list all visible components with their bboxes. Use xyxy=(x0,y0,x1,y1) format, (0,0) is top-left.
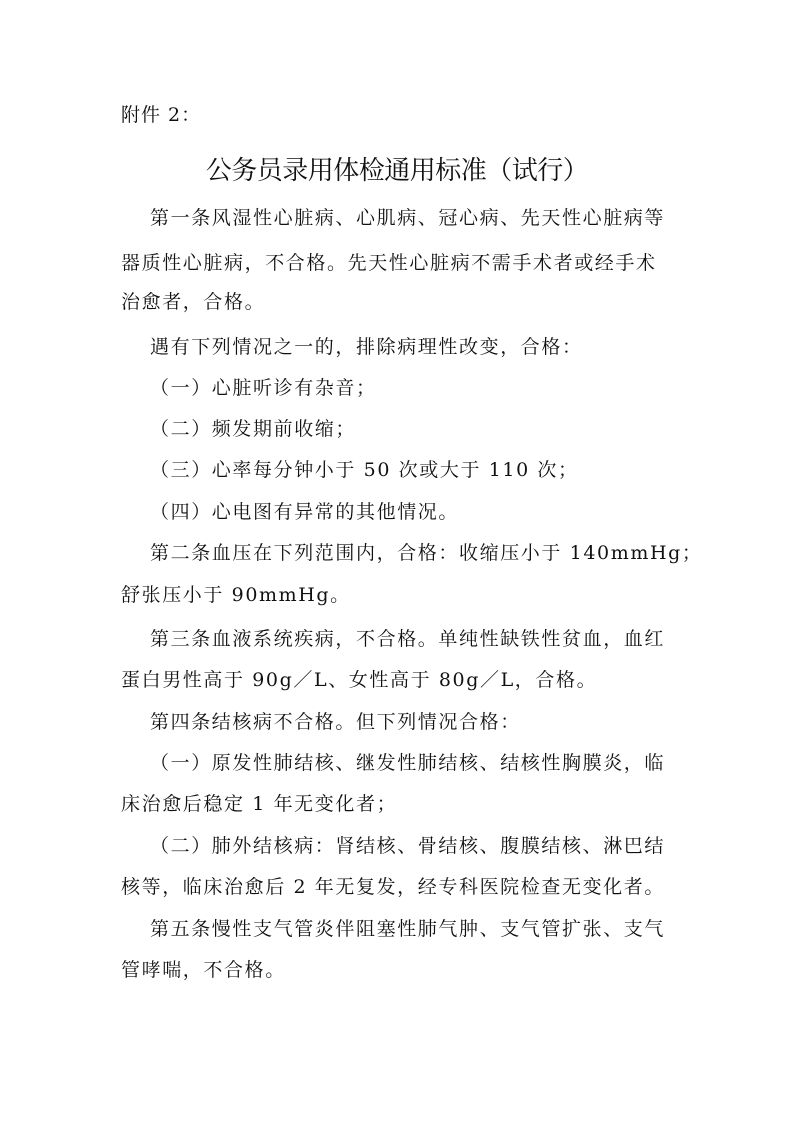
attachment-label: 附件 2： xyxy=(121,104,202,126)
article-1-item-2: （二）频发期前收缩； xyxy=(150,418,357,440)
article-2-line-2: 舒张压小于 90mmHg。 xyxy=(121,584,351,606)
article-4-item-2-line-2: 核等，临床治愈后 2 年无复发，经专科医院检查无变化者。 xyxy=(121,876,665,898)
article-4-item-1-line-1: （一）原发性肺结核、继发性肺结核、结核性胸膜炎，临 xyxy=(150,752,666,774)
article-4-item-1-line-2: 床治愈后稳定 1 年无变化者； xyxy=(121,793,398,815)
article-4-item-2-line-1: （二）肺外结核病：肾结核、骨结核、腹膜结核、淋巴结 xyxy=(150,835,666,857)
article-3-line-2: 蛋白男性高于 90g／L、女性高于 80g／L，合格。 xyxy=(121,669,598,691)
article-4-line-1: 第四条结核病不合格。但下列情况合格： xyxy=(150,711,521,733)
article-1-line-3: 治愈者，合格。 xyxy=(121,291,266,313)
article-2-line-1: 第二条血压在下列范围内，合格：收缩压小于 140mmHg； xyxy=(150,542,703,564)
article-1-conditions-intro: 遇有下列情况之一的，排除病理性改变，合格： xyxy=(150,336,583,358)
article-1-line-1: 第一条风湿性心脏病、心肌病、冠心病、先天性心脏病等 xyxy=(150,207,666,229)
article-1-line-2: 器质性心脏病，不合格。先天性心脏病不需手术者或经手术 xyxy=(121,252,657,274)
article-3-line-1: 第三条血液系统疾病，不合格。单纯性缺铁性贫血，血红 xyxy=(150,628,666,650)
article-1-item-1: （一）心脏听诊有杂音； xyxy=(150,377,377,399)
page-title: 公务员录用体检通用标准（试行） xyxy=(205,156,589,186)
article-1-item-4: （四）心电图有异常的其他情况。 xyxy=(150,501,460,523)
article-5-line-2: 管哮喘，不合格。 xyxy=(121,959,286,981)
article-5-line-1: 第五条慢性支气管炎伴阻塞性肺气肿、支气管扩张、支气 xyxy=(150,918,666,940)
article-1-item-3: （三）心率每分钟小于 50 次或大于 110 次； xyxy=(150,459,579,481)
